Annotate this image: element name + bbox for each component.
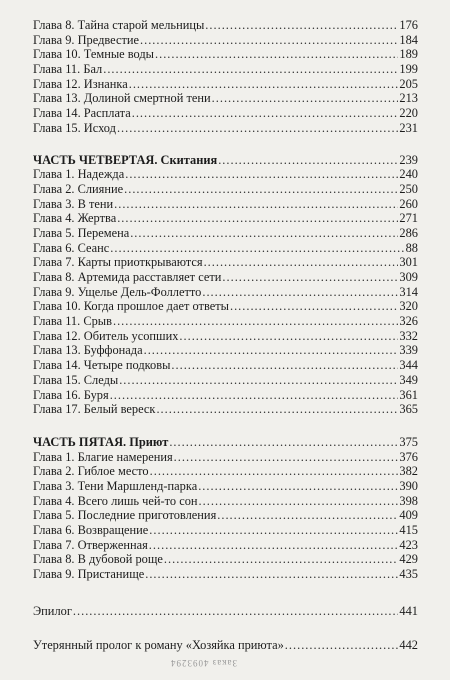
toc-entry: Глава 5. Последние приготовления ..... 409 [33,508,418,523]
toc-entry: Глава 8. Артемида расставляет сети ..... 309 [33,270,418,285]
toc-entry: Глава 16. Буря ..... 361 [33,388,418,403]
toc-entry: Глава 1. Надежда ..... 240 [33,167,418,182]
toc-entry: Глава 15. Исход ..... 231 [33,121,418,136]
toc-entry: Глава 11. Бал ..... 199 [33,62,418,77]
toc-entry: Глава 9. Пристанище ..... 435 [33,567,418,582]
toc-entry: Глава 13. Буффонада ..... 339 [33,343,418,358]
toc-entry: Глава 12. Обитель усопших ..... 332 [33,329,418,344]
toc-entry: Глава 1. Благие намерения ..... 376 [33,450,418,465]
toc-entry: Глава 7. Карты приоткрываются ..... 301 [33,255,418,270]
toc-entry: Глава 11. Срыв ..... 326 [33,314,418,329]
toc-entry: Глава 14. Расплата ..... 220 [33,106,418,121]
toc-entry: Глава 9. Предвестие ..... 184 [33,33,418,48]
toc-entry: Глава 2. Слияние ..... 250 [33,182,418,197]
toc-entry: Глава 17. Белый вереск ..... 365 [33,402,418,417]
order-code: Заказ 4093294 [170,658,238,668]
toc-entry: Глава 6. Сеанс ..... 88 [33,241,418,256]
toc-entry: Глава 6. Возвращение ..... 415 [33,523,418,538]
toc-section-part-three-continued [33,18,418,136]
toc-entry: Глава 8. Тайна старой мельницы ..... 176 [33,18,418,33]
toc-entry: Глава 4. Всего лишь чей-то сон ..... 398 [33,494,418,509]
toc-entry: Глава 5. Перемена ..... 286 [33,226,418,241]
toc-epilogue: Эпилог ..... 441 [33,604,418,619]
toc-entry: Глава 9. Ущелье Дель-Фоллетто ..... 314 [33,285,418,300]
toc-section-part-four [33,153,418,417]
toc-entry: Глава 2. Гиблое место ..... 382 [33,464,418,479]
toc-lost-prologue: Утерянный пролог к роману «Хозяйка приюта» ..... 442 [33,638,418,653]
toc-section-part-five [33,435,418,582]
toc-entry: Глава 12. Изнанка ..... 205 [33,77,418,92]
toc-entry: Глава 7. Отверженная ..... 423 [33,538,418,553]
toc-entry: Глава 4. Жертва ..... 271 [33,211,418,226]
toc-entry: Глава 14. Четыре подковы ..... 344 [33,358,418,373]
toc-entry: Глава 8. В дубовой роще ..... 429 [33,552,418,567]
toc-entry: Глава 3. В тени ..... 260 [33,197,418,212]
toc-entry: Глава 10. Когда прошлое дает ответы ..... 320 [33,299,418,314]
table-of-contents [33,18,418,653]
toc-part-heading: ЧАСТЬ ПЯТАЯ. Приют ..... 375 [33,435,418,450]
toc-entry: Глава 10. Темные воды ..... 189 [33,47,418,62]
toc-part-heading: ЧАСТЬ ЧЕТВЕРТАЯ. Скитания ..... 239 [33,153,418,168]
toc-entry: Глава 13. Долиной смертной тени ..... 213 [33,91,418,106]
toc-entry: Глава 15. Следы ..... 349 [33,373,418,388]
toc-entry: Глава 3. Тени Маршленд-парка ..... 390 [33,479,418,494]
